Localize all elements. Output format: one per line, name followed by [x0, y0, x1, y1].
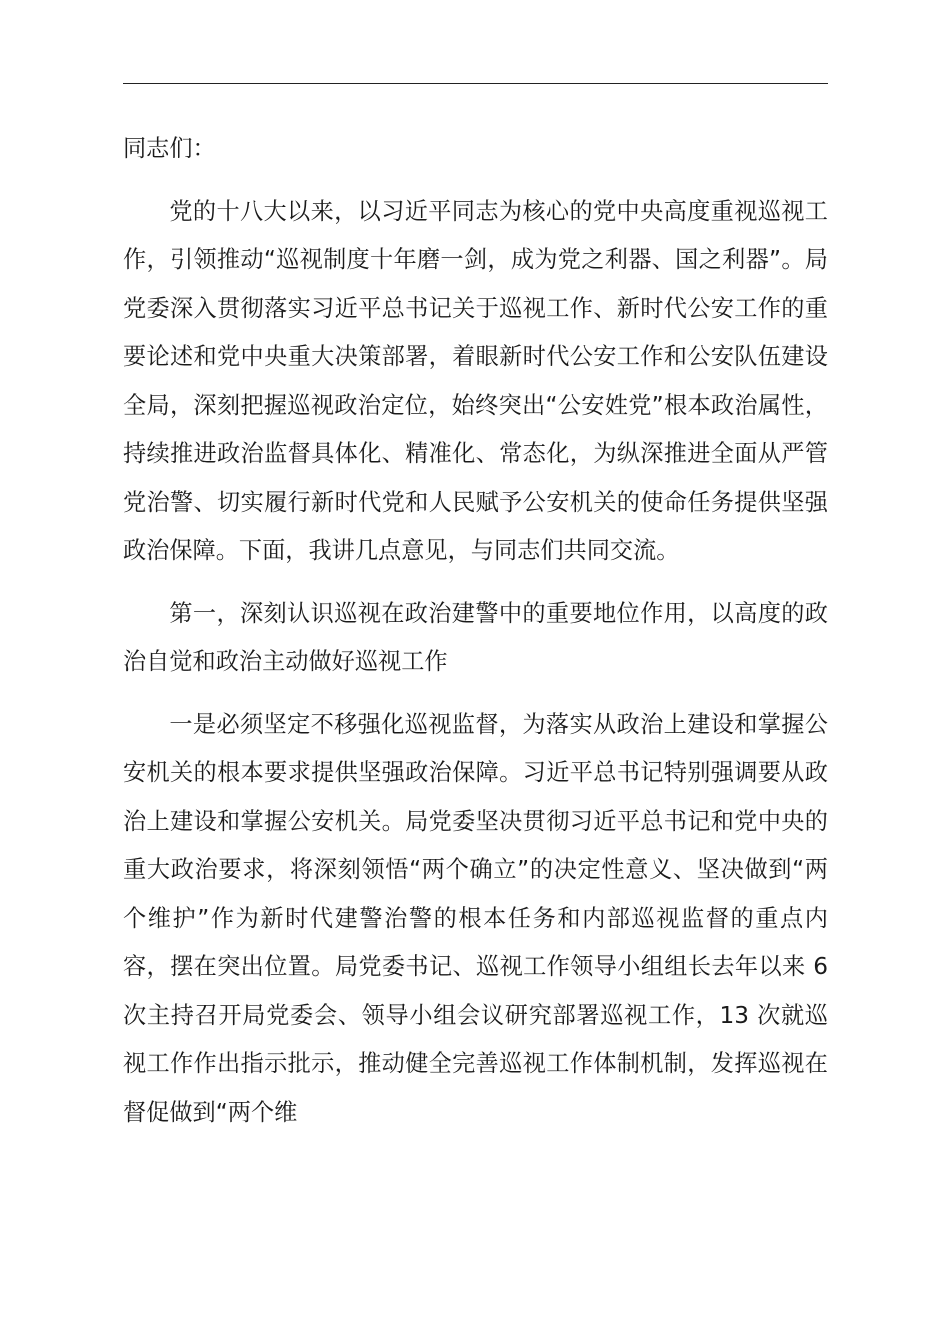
document-body	[123, 125, 828, 1137]
section-heading-first: 第一，深刻认识巡视在政治建警中的重要地位作用，以高度的政治自觉和政治主动做好巡视工作	[123, 599, 828, 675]
salutation: 同志们：	[123, 135, 216, 162]
body-paragraph-first-point: 一是必须坚定不移强化巡视监督，为落实从政治上建设和掌握公安机关的根本要求提供坚强政治保障。习近平总书记特别强调要从政治上建设和掌握公安机关。局党委坚决贯彻习近平总书记和党中央的重大政治要求，将深刻领悟“两个确立”的决定性意义、坚决做到“两个维护”作为新时代建警治警的根本任务和内部巡视监督的重点内容，摆在突出位置。局党委书记、巡视工作领导小组组长去年以来 6 次主持召开局党委会、领导小组会议研究部署巡视工作，13 次就巡视工作作出指示批示，推动健全完善巡视工作体制机制，发挥巡视在督促做到“两个维	[123, 710, 828, 1126]
header-divider	[123, 83, 828, 84]
intro-paragraph: 党的十八大以来，以习近平同志为核心的党中央高度重视巡视工作，引领推动“巡视制度十年磨一剑，成为党之利器、国之利器”。局党委深入贯彻落实习近平总书记关于巡视工作、新时代公安工作的重要论述和党中央重大决策部署，着眼新时代公安工作和公安队伍建设全局，深刻把握巡视政治定位，始终突出“公安姓党”根本政治属性，持续推进政治监督具体化、精准化、常态化，为纵深推进全面从严管党治警、切实履行新时代党和人民赋予公安机关的使命任务提供坚强政治保障。下面，我讲几点意见，与同志们共同交流。	[123, 197, 828, 564]
